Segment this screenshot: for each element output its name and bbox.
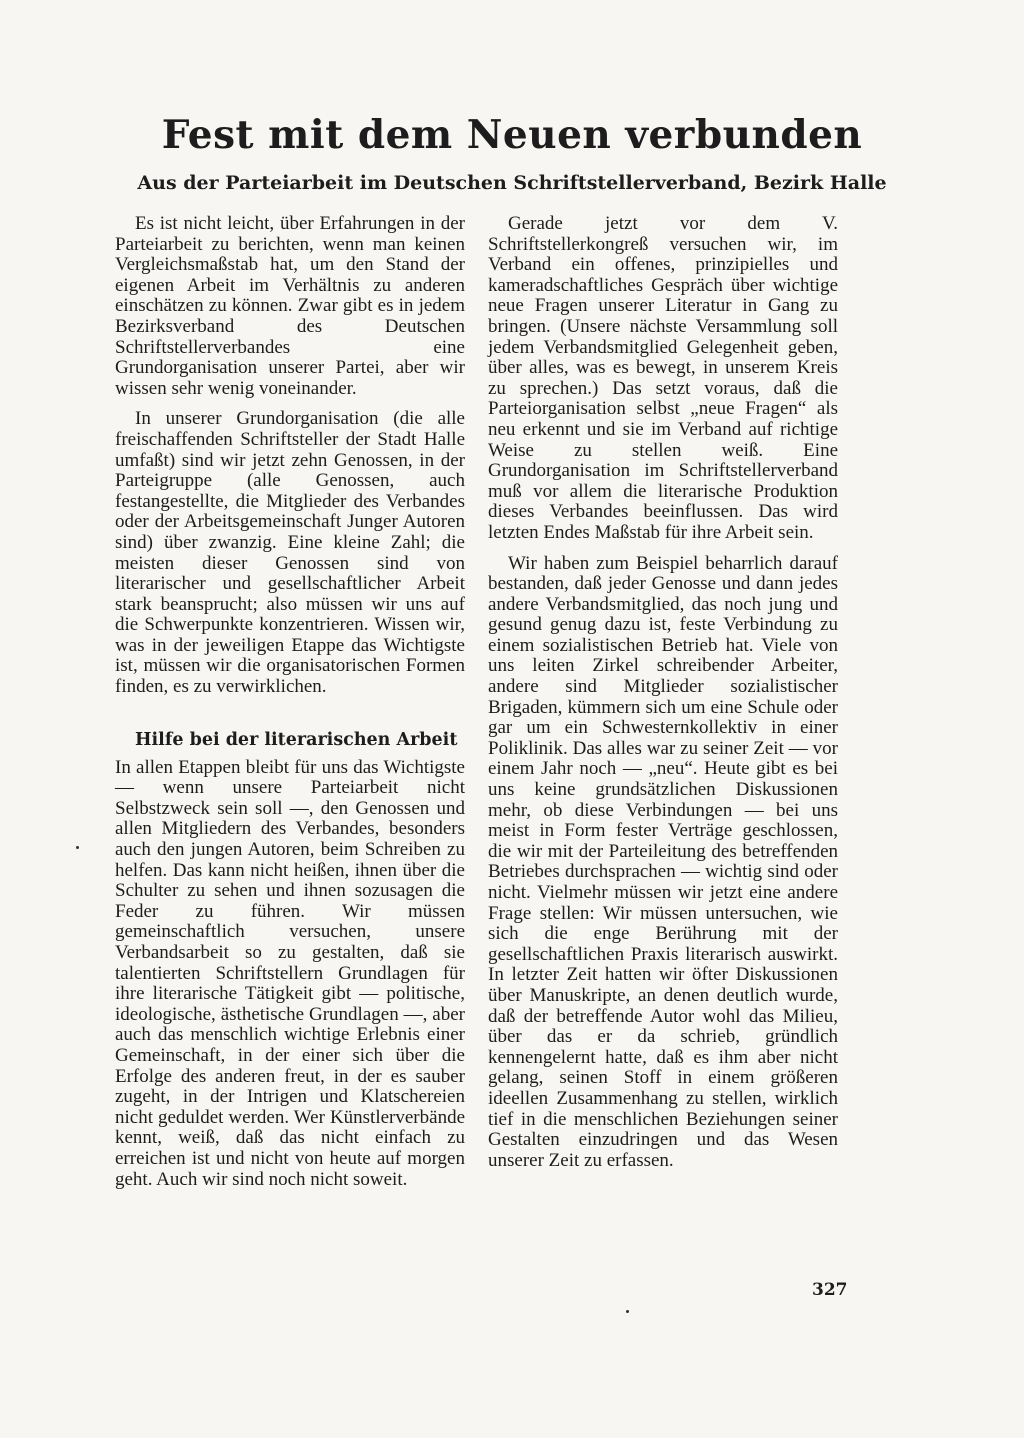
paragraph: Es ist nicht leicht, über Erfahrungen in der Parteiarbeit zu berichten, wenn man keinen Vergleichsmaßstab hat, um den Stand der eigenen Arbeit im Verhältnis zu anderen einschätzen zu können. Zwar gibt es in jedem Bezirksverband des Deutschen Schriftstellerverbandes eine Grundorganisation unserer Partei, aber wir wissen sehr wenig voneinander. <box>115 213 465 399</box>
left-column <box>115 214 465 1190</box>
page-number: 327 <box>812 1280 848 1300</box>
print-speck <box>626 1310 629 1313</box>
paragraph: In allen Etappen bleibt für uns das Wichtigste — wenn unsere Parteiarbeit nicht Selbstzweck sein soll —, den Genossen und allen Mitgliedern des Verbandes, besonders auch den jungen Autoren, beim Schreiben zu helfen. Das kann nicht heißen, ihnen über die Schulter zu sehen und ihnen sozusagen die Feder zu führen. Wir müssen gemeinschaftlich versuchen, unsere Verbandsarbeit so zu gestalten, daß sie talentierten Schriftstellern Grundlagen für ihre literarische Tätigkeit gibt — politische, ideologische, ästhetische Grundlagen —, aber auch das menschlich wichtige Erlebnis einer Gemeinschaft, in der einer sich über die Erfolge des anderen freut, in der es sauber zugeht, in der Intrigen und Klatschereien nicht geduldet werden. Wer Künstlerverbände kennt, weiß, daß das nicht einfach zu erreichen ist und nicht von heute auf morgen geht. Auch wir sind noch nicht soweit. <box>115 756 465 1190</box>
paragraph: Gerade jetzt vor dem V. Schriftstellerkongreß versuchen wir, im Verband ein offenes, prinzipielles und kameradschaftliches Gespräch über wichtige neue Fragen unserer Literatur in Gang zu bringen. (Unsere nächste Versammlung soll jedem Verbandsmitglied Gelegenheit geben, über alles, was es bewegt, in unserem Kreis zu sprechen.) Das setzt voraus, daß die Parteiorganisation selbst „neue Fragen“ als neu erkennt und sie im Verband auf richtige Weise zu stellen weiß. Eine Grundorganisation im Schriftstellerverband muß vor allem die literarische Produktion dieses Verbandes beeinflussen. Das wird letzten Endes Maßstab für ihre Arbeit sein. <box>488 213 838 543</box>
right-column <box>488 214 838 1171</box>
paragraph: Wir haben zum Beispiel beharrlich darauf bestanden, daß jeder Genosse und dann jedes andere Verbandsmitglied, das noch jung und gesund genug dazu ist, feste Verbindung zu einem sozialistischen Betrieb hat. Viele von uns leiten Zirkel schreibender Arbeiter, andere sind Mitglieder sozialistischer Brigaden, kümmern sich um eine Schule oder gar um ein Schwesternkollektiv in einer Poliklinik. Das alles war zu seiner Zeit — vor einem Jahr noch — „neu“. Heute gibt es bei uns keine grundsätzlichen Diskussionen mehr, ob diese Verbindungen — bei uns meist in Form fester Verträge geschlossen, die wir mit der Parteileitung des betreffenden Betriebes durchsprachen — wichtig sind oder nicht. Vielmehr müssen wir jetzt eine andere Frage stellen: Wir müssen untersuchen, wie sich die enge Berührung mit der gesellschaftlichen Praxis literarisch auswirkt. In letzter Zeit hatten wir öfter Diskussionen über Manuskripte, an denen deutlich wurde, daß der betreffende Autor wohl das Milieu, über das er da schrieb, gründlich kennengelernt hatte, daß es ihm aber nicht gelang, seinen Stoff in einem größeren ideellen Zusammenhang zu stellen, wirklich tief in die menschlichen Beziehungen seiner Gestalten einzudringen und das Wesen unserer Zeit zu erfassen. <box>488 552 838 1171</box>
article-subtitle: Aus der Parteiarbeit im Deutschen Schriftstellerverband, Bezirk Halle <box>137 172 887 194</box>
print-speck <box>76 846 79 849</box>
section-heading: Hilfe bei der literarischen Arbeit <box>135 729 458 750</box>
article-title: Fest mit dem Neuen verbunden <box>161 112 863 158</box>
paragraph: In unserer Grundorganisation (die alle freischaffenden Schriftsteller der Stadt Halle umfaßt) sind wir jetzt zehn Genossen, in der Parteigruppe (alle Genossen, auch festangestellte, die Mitglieder des Verbandes oder der Arbeitsgemeinschaft Junger Autoren sind) über zwanzig. Eine kleine Zahl; die meisten dieser Genossen sind von literarischer und gesellschaftlicher Arbeit stark beansprucht; also müssen wir uns auf die Schwerpunkte konzentrieren. Wissen wir, was in der jeweiligen Etappe das Wichtigste ist, müssen wir die organisatorischen Formen finden, es zu verwirklichen. <box>115 408 465 698</box>
